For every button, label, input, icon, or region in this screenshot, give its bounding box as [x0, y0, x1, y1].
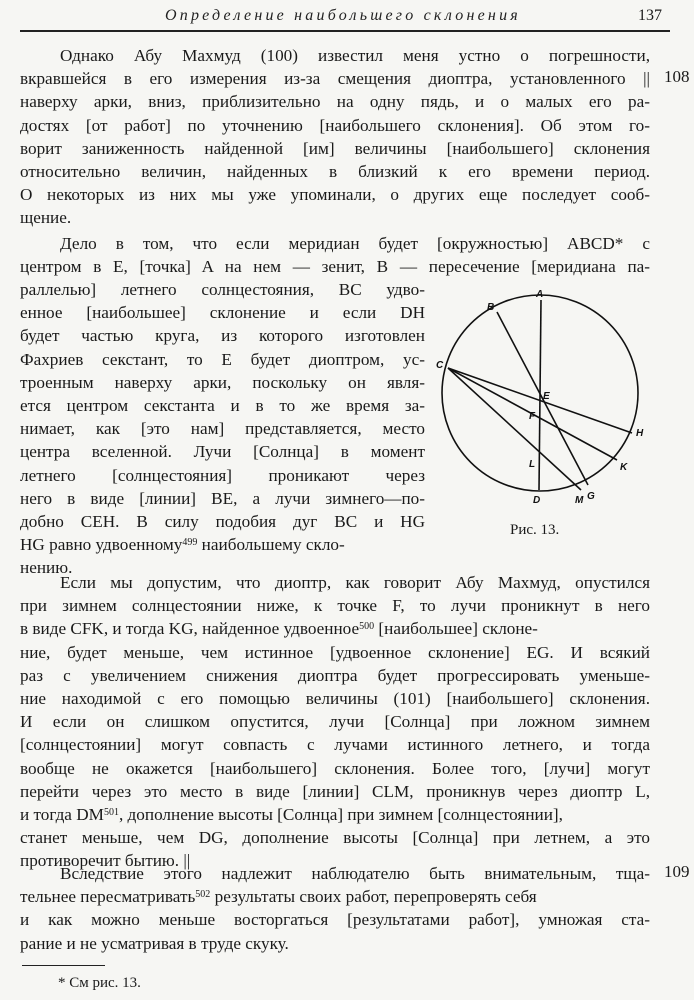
text-line: ние, будет меньше, чем истинное [удвоенное склонение] EG. И всякий	[20, 642, 650, 662]
text-line: достях [от работ] по уточнению [наибольшего склонения]. Об этом го-	[20, 115, 650, 135]
label-M: M	[575, 495, 584, 506]
label-G: G	[587, 491, 595, 502]
paragraph-2-wrapped	[20, 278, 425, 579]
text-line: енное [наибольшее] склонение и если DH	[20, 303, 425, 323]
text-line: рание и не усматривая в труде скуку.	[20, 933, 289, 953]
text-line: добно CEH. В силу подобия дуг BC и HG	[20, 511, 425, 531]
label-H: H	[636, 428, 644, 439]
label-L: L	[529, 459, 536, 470]
text-line: О некоторых из них мы уже упоминали, о других еще последует сооб-	[20, 185, 650, 205]
paragraph-4	[20, 862, 650, 955]
text-line: ется центром секстанта и в то же время за-	[20, 395, 425, 415]
footnote: * См рис. 13.	[58, 975, 141, 991]
paragraph-3	[20, 571, 650, 872]
text-line: [солнцестоянии] могут совпасть с лучами истинного летнего, и тогда	[20, 735, 650, 755]
page-number: 137	[638, 7, 662, 24]
paragraph-1	[20, 44, 650, 230]
text-line: вкравшейся в его измерения из-за смещения диоптра, установленного ||	[20, 69, 650, 89]
label-F: F	[529, 411, 536, 422]
text-line: ворит заниженность найденной [им] величины [наибольшего] склонения	[20, 138, 650, 158]
text-line: нимает, как [это нам] представляется, место	[20, 419, 425, 439]
text-fragment: , дополнение высоты [Солнца] при зимнем [солнцестоянии],	[118, 804, 563, 824]
paragraph-2	[20, 232, 650, 278]
text-line: Если мы допустим, что диоптр, как говорит Абу Махмуд, опустился	[60, 573, 650, 592]
text-line: И если он слишком опустится, лучи [Солнца] при ложном зимнем	[20, 712, 650, 732]
text-line: перейти через это место в виде [линии] CLM, проникнув через диоптр L,	[20, 781, 650, 801]
label-C: C	[436, 360, 444, 371]
label-D: D	[533, 495, 541, 506]
figure-13	[430, 282, 670, 552]
running-header	[20, 4, 670, 32]
text-line: нению.	[20, 558, 73, 578]
text-line: центра вселенной. Лучи [Солнца] в момент	[20, 442, 425, 462]
text-line: при зимнем солнцестоянии ниже, к точке F, то лучи проникнут в него	[20, 596, 650, 616]
footnote-ref-501: 501	[103, 806, 119, 818]
text-line: раллелью] летнего солнцестояния, BC удво-	[20, 280, 425, 299]
footnote-ref-502: 502	[195, 889, 211, 901]
text-line	[20, 533, 425, 556]
text-fragment: тельнее пересматривать	[20, 887, 196, 907]
label-E: E	[543, 391, 550, 402]
text-line: и как можно меньше восторгаться [результатами работ], умножая ста-	[20, 910, 650, 930]
text-fragment: [наибольшее] склоне-	[378, 619, 538, 639]
text-line	[20, 617, 650, 640]
text-line: летнего [солнцестояния] проникают через	[20, 465, 425, 485]
text-line	[20, 885, 650, 908]
margin-number: 109	[664, 862, 690, 881]
text-line: противоречит бытию. ||	[20, 851, 191, 871]
label-K: K	[620, 462, 628, 473]
text-line: Однако Абу Махмуд (100) известил меня устно о погрешности,	[60, 46, 650, 65]
label-A: A	[536, 289, 544, 300]
text-line: него в виде [линии] BE, а лучи зимнего—по-	[20, 488, 425, 508]
figure-caption: Рис. 13.	[510, 522, 560, 538]
text-line: будет частью круга, из которого изготовлен	[20, 326, 425, 346]
text-fragment: в виде CFK, и тогда KG, найденное удвоенное	[20, 619, 360, 639]
text-line: Фахриев секстант, то E будет диоптром, ус-	[20, 349, 425, 369]
text-fragment: и тогда DM	[20, 804, 104, 824]
text-line: относительно величин, найденных в близкий к его времени период.	[20, 161, 650, 181]
text-line: ние находимой с его помощью величины (101) [наибольшего] склонения.	[20, 688, 650, 708]
text-line: станет меньше, чем DG, дополнение высоты [Солнца] при летнем, а это	[20, 828, 650, 848]
text-line: Дело в том, что если меридиан будет [окружностью] ABCD* с	[60, 234, 650, 253]
geometry-diagram	[430, 282, 670, 522]
text-line: центром в E, [точка] A на нем — зенит, B — пересечение [меридиана па-	[20, 257, 650, 277]
text-fragment: наибольшему скло-	[201, 535, 345, 555]
label-B: B	[487, 302, 495, 313]
text-line: раз с увеличением снижения диоптра будет прогрессировать уменьше-	[20, 665, 650, 685]
text-fragment: результаты своих работ, перепроверять себя	[214, 887, 537, 907]
footnote-divider	[22, 965, 105, 966]
text-line: Вследствие этого надлежит наблюдателю быть внимательным, тща-	[60, 864, 650, 883]
margin-number: 108	[664, 67, 690, 86]
footnote-ref-500: 500	[359, 621, 375, 633]
footnote-ref-499: 499	[182, 537, 198, 549]
text-line: троенным наверху арки, поскольку он явля-	[20, 372, 425, 392]
text-line: вообще не окажется [наибольшего] склонения. Более того, [лучи] могут	[20, 758, 650, 778]
text-fragment: HG равно удвоенному	[20, 535, 183, 555]
text-line: щение.	[20, 208, 72, 228]
text-line	[20, 803, 650, 826]
running-title: Определение наибольшего склонения	[165, 7, 521, 24]
text-line: наверху арки, вниз, приблизительно на одну пядь, и о малых его ра-	[20, 92, 650, 112]
